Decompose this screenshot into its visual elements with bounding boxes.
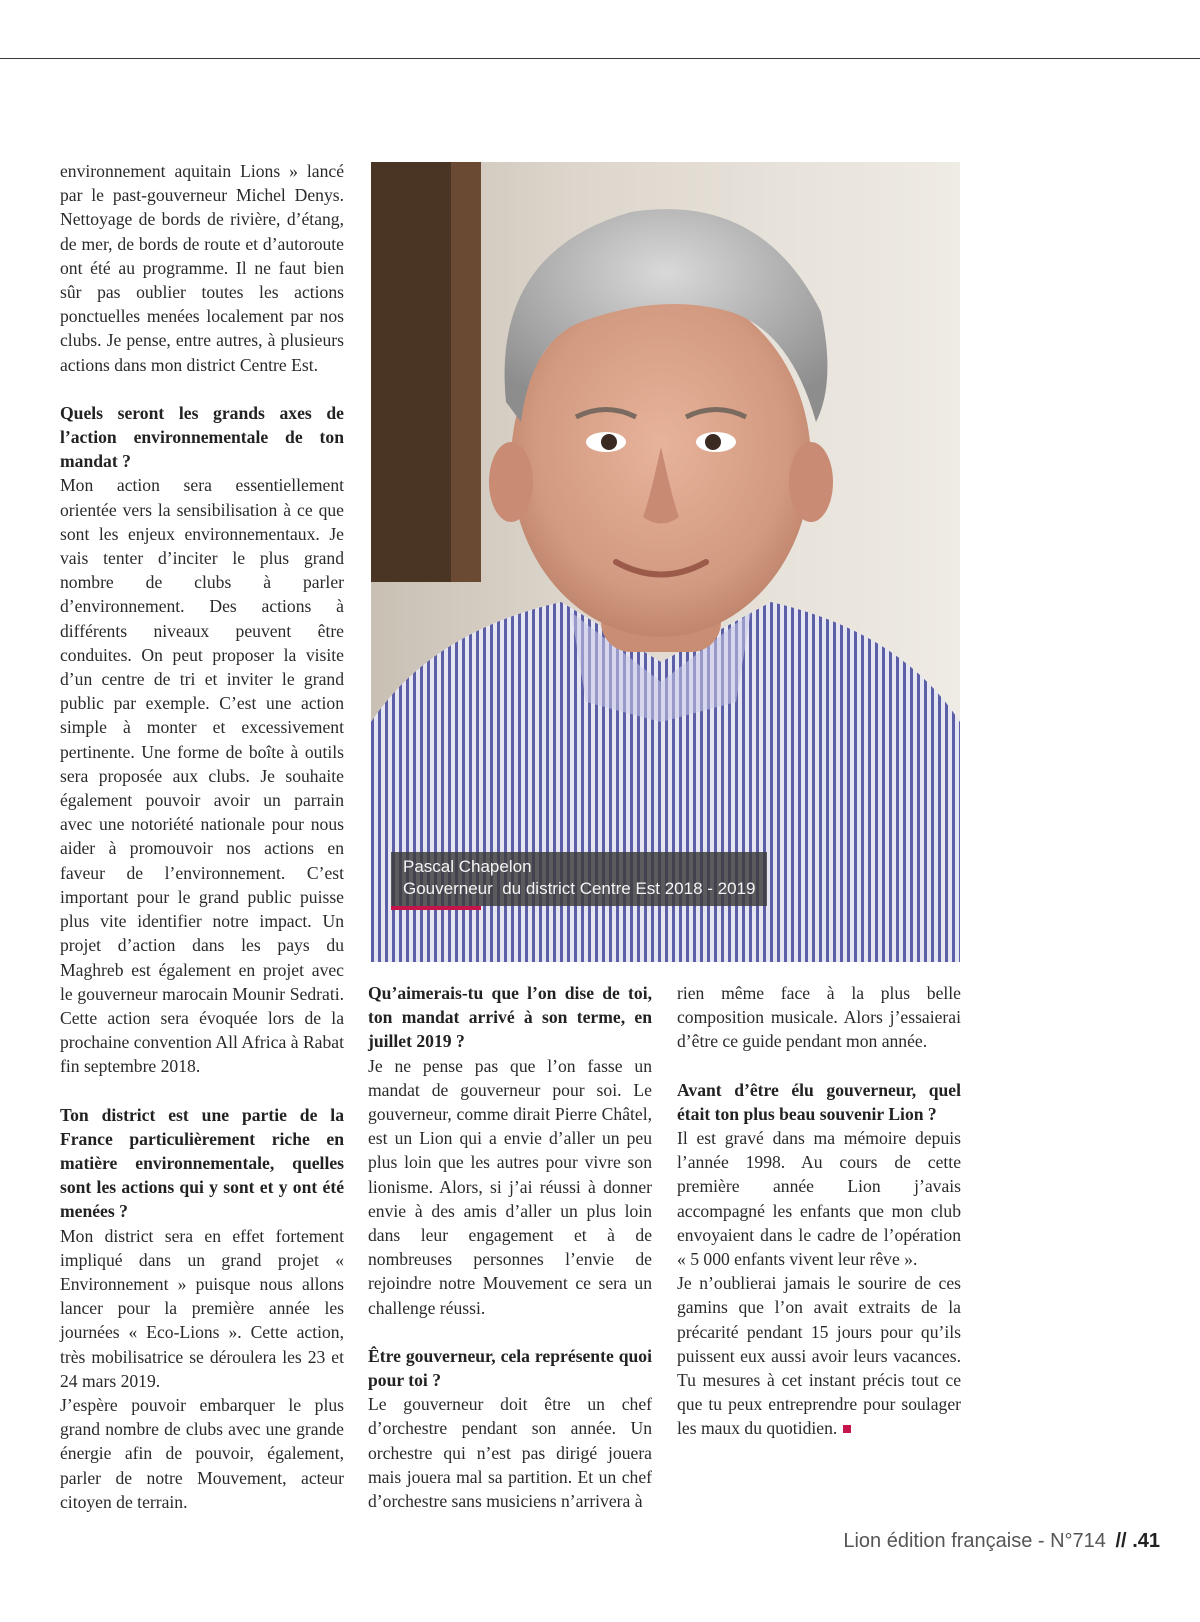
question-governor-meaning: Être gouverneur, cela représente quoi pour toi ? (368, 1345, 652, 1391)
photo-caption (391, 852, 767, 906)
answer-district-actions-1: Mon district sera en effet fortement impliqué dans un grand projet « Environnement » puisque nous allons lancer pour la première année les journées « Eco-Lions ». Cette action, très mobilisatrice se déroulera les 23 et 24 mars 2019. (60, 1225, 344, 1391)
end-of-article-mark (843, 1425, 851, 1433)
top-rule (0, 58, 1200, 59)
answer-best-memory-2-text: Je n’oublierai jamais le sourire de ces gamins que l’on avait extraits de la précarité pendant 15 jours pour qu’ils puissent eux aussi avoir leurs vacances. Tu mesures à cet instant précis tout ce que tu peux entreprendre pour soulager les maux du quotidien. (677, 1273, 961, 1439)
caption-accent-bar (391, 906, 481, 910)
answer-legacy: Je ne pense pas que l’on fasse un mandat de gouverneur pour soi. Le gouverneur, comme dirait Pierre Châtel, est un Lion qui a envie d’aller un peu plus loin que les autres pour vivre son lionisme. Alors, si j’ai réussi à donner envie à des amis d’aller un plus loin dans leur engagement et à de nombreuses personnes l’envie de rejoindre notre Mouvement ce sera un challenge réussi. (368, 1055, 652, 1318)
portrait-illustration (371, 162, 960, 962)
answer-environmental-axes: Mon action sera essentiellement orientée vers la sensibilisation à ce que sont les enjeux environnementaux. Je vais tenter d’inciter le plus grand nombre de clubs à parler d’environnement. Des actions à différents niveaux peuvent être conduites. On peut proposer la visite d’un centre de tri et inviter le grand public par exemple. C’est une action simple à monter et excessivement pertinente. Une forme de boîte à outils sera proposée aux clubs. Je souhaite également pouvoir avoir un parrain avec une notoriété nationale pour nous aider à promouvoir nos actions en faveur de l’environnement. C’est important pour le grand public puisse plus vite identifier notre impact. Un projet d’action dans les pays du Maghreb est également en projet avec le gouverneur marocain Mounir Sedrati. Cette action sera évoquée lors de la prochaine convention All Africa à Rabat fin septembre 2018. (60, 475, 344, 1077)
right-column (677, 981, 961, 1441)
question-best-memory: Avant d’être élu gouverneur, quel était ton plus beau souvenir Lion ? (677, 1079, 961, 1124)
footer-separator: // (1115, 1530, 1127, 1552)
portrait-photo (371, 162, 960, 962)
page-number: .41 (1132, 1530, 1160, 1552)
answer-governor-meaning-continued: rien même face à la plus belle composition musicale. Alors j’essaierai d’être ce guide pendant mon année. (677, 983, 961, 1052)
intro-paragraph: environnement aquitain Lions » lancé par le past-gouverneur Michel Denys. Nettoyage de bords de rivière, d’étang, de mer, de bords de route et d’autoroute ont été au programme. Il ne faut bien sûr pas oublier toutes les actions ponctuelles menées localement par nos clubs. Je pense, entre autres, à plusieurs actions dans mon district Centre Est. (60, 161, 344, 375)
left-column (60, 159, 344, 1514)
middle-column (368, 981, 652, 1513)
answer-governor-meaning: Le gouverneur doit être un chef d’orchestre pendant son année. Un orchestre qui n’est pas dirigé jouera mais jouera mal sa partition. Et un chef d’orchestre sans musiciens n’arrivera à (368, 1394, 652, 1512)
answer-best-memory-2 (677, 1271, 961, 1440)
question-legacy: Qu’aimerais-tu que l’on dise de toi, ton mandat arrivé à son terme, en juillet 2019 ? (368, 983, 652, 1052)
caption-name: Pascal Chapelon (403, 857, 532, 876)
question-environmental-axes: Quels seront les grands axes de l’action environnementale de ton mandat ? (60, 402, 344, 472)
answer-best-memory-1: Il est gravé dans ma mémoire depuis l’année 1998. Au cours de cette première année Lion j’avais accompagné les enfants que mon club envoyaient dans le cadre de l’opération « 5 000 enfants vivent leur rêve ». (677, 1128, 961, 1270)
question-district-actions: Ton district est une partie de la France particulièrement riche en matière environnementale, quelles sont les actions qui y sont et y ont été menées ? (60, 1104, 344, 1222)
page-footer (843, 1530, 1160, 1553)
answer-district-actions-2: J’espère pouvoir embarquer le plus grand nombre de clubs avec une grande énergie afin de pouvoir, également, parler de notre Mouvement, acteur citoyen de terrain. (60, 1394, 344, 1512)
publication-name: Lion édition française - N°714 (843, 1530, 1106, 1552)
caption-title: Gouverneur du district Centre Est 2018 - 2019 (403, 879, 756, 898)
